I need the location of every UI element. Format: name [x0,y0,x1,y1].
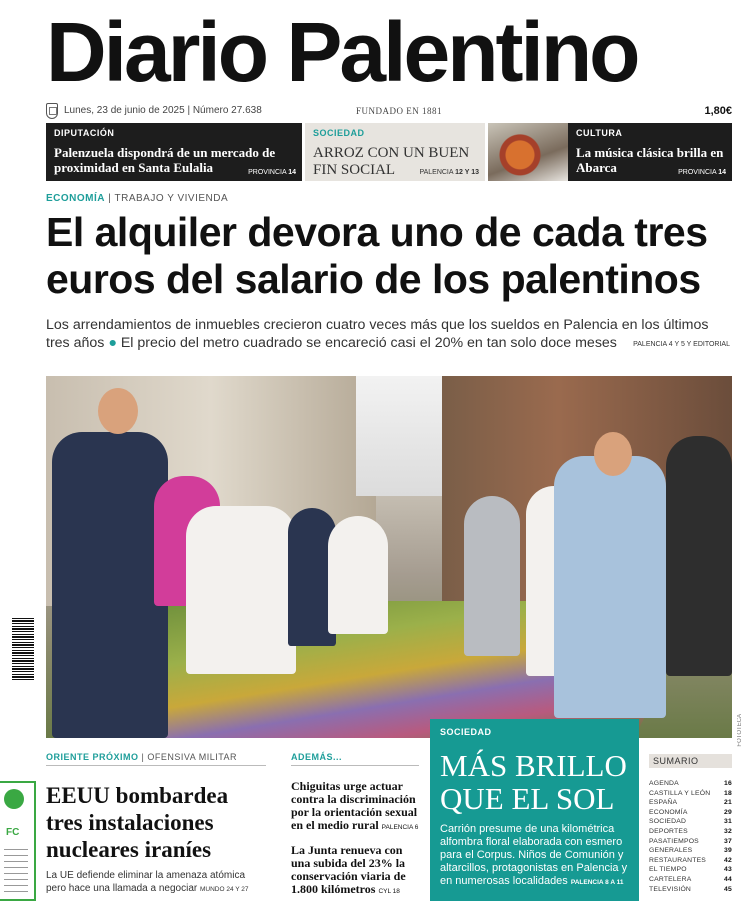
summary-label: ESPAÑA [649,799,678,807]
teaser-page-ref [248,169,296,176]
issue-date: Lunes, 23 de junio de 2025 [64,105,185,116]
photo-figure-boy-blue-suit [554,456,666,718]
summary-page: 44 [724,875,732,883]
teaser-strip [46,123,732,181]
teaser-text: ARROZ CON UN BUEN FIN SOCIAL [313,145,470,178]
summary-page: 18 [724,789,732,797]
summary-page: 21 [724,799,732,807]
summary-page: 32 [724,827,732,835]
city-crest-icon [46,103,58,119]
founded-note: FUNDADO EN 1881 [356,106,442,116]
brief-text: La Junta renueva con una subida del 23% la conservación viaria de 1.800 kilómetros [291,843,406,896]
summary-label: DEPORTES [649,827,688,835]
photo-credit: FOTOTECA [737,714,743,747]
feature-category: SOCIEDAD [440,727,492,737]
sponsor-fine-print [4,849,28,895]
brief-page-ref: CYL 18 [378,888,400,895]
issue-date-line: Lunes, 23 de junio de 2025 | Número 27.638 [64,105,262,116]
teaser-page-ref [419,169,479,176]
feature-title: MÁS BRILLO QUE EL SOL [440,748,627,816]
summary-label: ECONOMÍA [649,808,688,816]
info-bar [46,103,732,121]
iran-story [46,752,266,896]
summary-page: 31 [724,818,732,826]
summary-list [649,780,732,895]
lead-kicker: ECONOMÍA | TRABAJO Y VIVIENDA [46,193,229,204]
photo-figure-boy-uniform [52,432,168,738]
summary-item[interactable] [649,809,732,819]
divider [291,765,419,766]
summary-label: CASTILLA Y LEÓN [649,789,711,797]
newspaper-title[interactable]: Diario Palentino [46,5,638,99]
feature-page-ref: PALENCIA 8 A 11 [570,879,624,886]
summary-item[interactable] [649,866,732,876]
masthead [0,0,750,100]
summary-label: TELEVISIÓN [649,885,692,893]
summary-label: AGENDA [649,780,679,787]
summary-page: 45 [724,885,732,893]
issue-number: Número 27.638 [192,105,262,116]
summary-item[interactable] [649,790,732,800]
teaser-text: La música clásica brilla en Abarca [576,145,724,175]
summary-label: GENERALES [649,847,693,855]
summary-page: 37 [724,837,732,845]
summary-label: CARTELERA [649,875,692,883]
teaser-category: CULTURA [576,128,623,138]
barcode [12,616,34,680]
teaser-ref-section: PROVINCIA [678,169,717,176]
teaser-category: DIPUTACIÓN [54,128,115,138]
iran-kicker-topic: OFENSIVA MILITAR [147,752,238,762]
summary-item[interactable] [649,838,732,848]
summary-item[interactable] [649,818,732,828]
paella-photo[interactable] [488,123,568,181]
teaser-diputacion[interactable] [46,123,302,181]
summary-item[interactable] [649,886,732,896]
ademas-column [291,752,419,898]
photo-face [594,432,632,476]
brief-page-ref: PALENCIA 6 [381,824,419,831]
summary-label: SOCIEDAD [649,818,687,826]
summary-item[interactable] [649,847,732,857]
lead-kicker-category: ECONOMÍA [46,193,105,204]
football-club-icon [4,789,24,809]
iran-kicker: ORIENTE PRÓXIMO | OFENSIVA MILITAR [46,752,238,762]
teaser-ref-section: PROVINCIA [248,169,287,176]
summary-item[interactable] [649,828,732,838]
summary-label: EL TIEMPO [649,866,687,874]
sponsor-logo[interactable] [0,781,36,901]
photo-figure-girl-white [328,516,388,634]
summary-page: 16 [724,780,732,787]
lead-headline[interactable]: El alquiler devora uno de cada tres euros del salario de los palentinos [46,209,708,302]
feature-body-text: Carrión presume de una kilométrica alfombra floral elaborada con esmero para el Corpus. Niños de Comunión y altarcillos, protagonistas en Palencia y en numerosas localidades [440,823,628,887]
iran-page-ref: MUNDO 24 Y 27 [200,886,249,893]
iran-kicker-category: ORIENTE PRÓXIMO [46,752,139,762]
teaser-text: Palenzuela dispondrá de un mercado de proximidad en Santa Eulalia [54,145,276,175]
brief-text: Chiguitas urge actuar contra la discriminación por la orientación sexual en el medio rural [291,779,418,832]
photo-figure-woman-right [666,436,732,676]
lead-kicker-topic: TRABAJO Y VIVIENDA [114,193,229,204]
teaser-page-ref [678,169,726,176]
cover-price: 1,80€ [704,105,732,117]
summary-item[interactable] [649,799,732,809]
lead-page-ref: PALENCIA 4 Y 5 Y EDITORIAL [633,341,730,348]
summary-page: 29 [724,808,732,816]
photo-figure-boy-grey [464,496,520,656]
summary-page: 42 [724,856,732,864]
summary-page: 43 [724,866,732,874]
teaser-ref-page: 14 [288,169,296,176]
summary-item[interactable] [649,780,732,790]
feature-body [440,823,634,889]
ademas-kicker: ADEMÁS... [291,752,343,762]
summary-index [649,754,732,895]
feature-box[interactable] [430,719,639,901]
main-photo-corpus-procession[interactable] [46,376,732,738]
summary-label: PASATIEMPOS [649,837,699,845]
summary-item[interactable] [649,876,732,886]
photo-sky [356,376,456,496]
summary-title: SUMARIO [649,754,732,768]
photo-face [98,388,138,434]
teaser-ref-section: PALENCIA [419,169,454,176]
iran-subhead-text: La UE defiende eliminar la amenaza atómica pero hace una llamada a negociar [46,870,245,894]
bullet-icon: ● [108,335,117,351]
summary-page: 39 [724,847,732,855]
teaser-ref-page: 14 [718,169,726,176]
sponsor-logo-text: FC [6,827,20,838]
teaser-category: SOCIEDAD [313,128,365,138]
teaser-cultura[interactable] [568,123,732,181]
teaser-sociedad[interactable] [305,123,485,181]
brief-chiguitas[interactable] [291,780,419,834]
summary-item[interactable] [649,857,732,867]
brief-junta[interactable] [291,844,419,898]
iran-headline[interactable]: EEUU bombardea tres instalaciones nucleares iraníes [46,783,229,862]
lead-subhead-b: El precio del metro cuadrado se encareció casi el 20% en tan solo doce meses [120,335,617,351]
summary-label: RESTAURANTES [649,856,707,864]
divider [46,765,266,766]
teaser-ref-page: 12 Y 13 [455,169,479,176]
photo-figure-girl-dress [186,506,296,674]
lead-subhead-a: Los arrendamientos de inmuebles crecieron cuatro veces más que los sueldos en Palencia en los últimos tres años [46,317,709,351]
iran-subhead [46,869,266,896]
